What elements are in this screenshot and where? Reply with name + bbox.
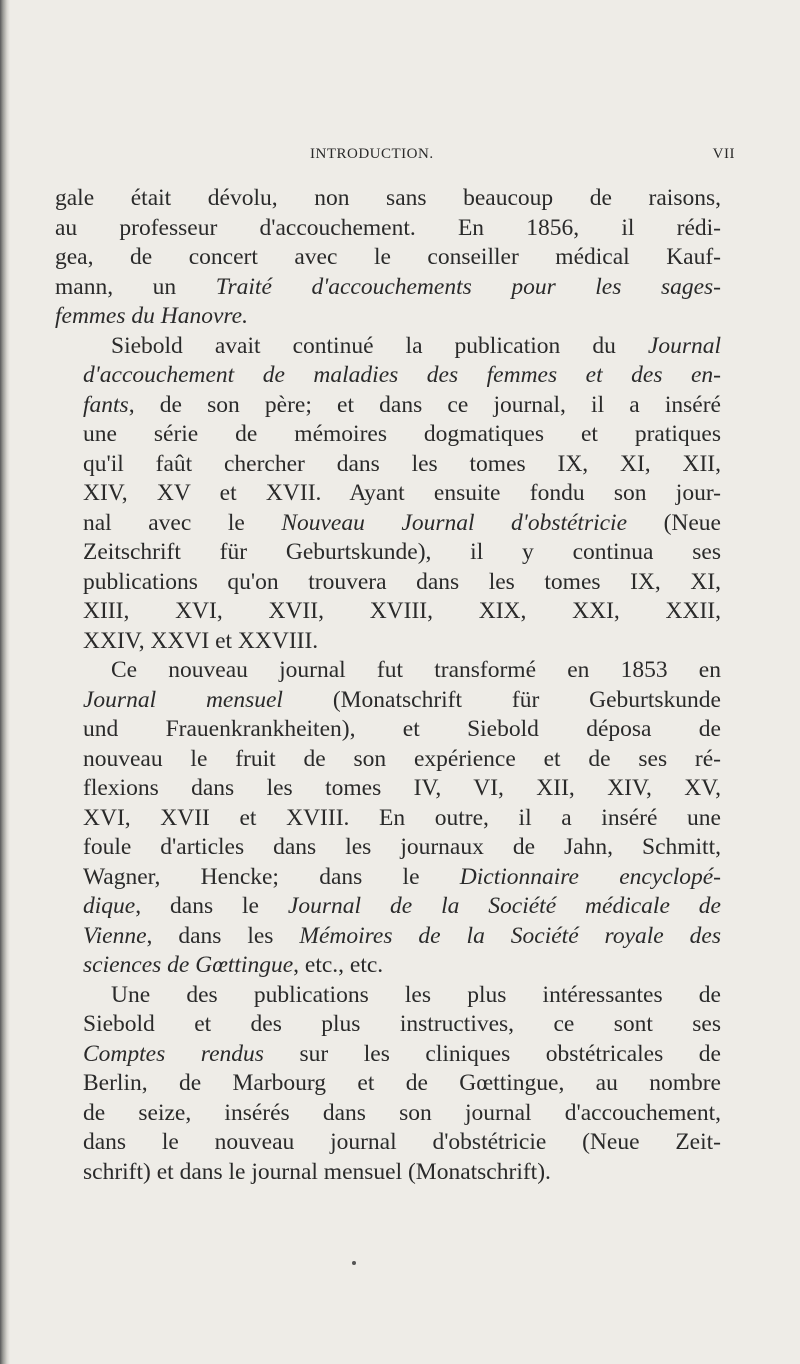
text-line: au professeur d'accouchement. En 1856, il rédi- [55,214,721,241]
page-header [55,146,735,168]
text-line: Berlin, de Marbourg et de Gœttingue, au nombre [83,1070,721,1096]
text-line: publications qu'on trouvera dans les tomes IX, XI, [83,568,721,595]
text-line: qu'il faût chercher dans les tomes IX, XI, XII, [83,450,721,477]
italic-title: Journal de la Société médicale de [287,893,721,919]
italic-title: Comptes rendus [83,1040,264,1067]
text-line: gea, de concert avec le conseiller médical Kauf- [55,244,721,270]
text-line [55,361,721,391]
paper-speck [352,1261,356,1265]
text-line: sciences de Gœttingue, etc., etc. [83,952,384,978]
text-line: flexions dans les tomes IV, VI, XII, XIV, XV, [83,775,721,801]
italic-title: Nouveau Journal d'obstétricie [281,509,628,536]
paragraph [55,332,721,657]
text-line: Ce nouveau journal fut transformé en 1853 en [111,657,721,683]
italic-title: sciences de Gœttingue [83,952,294,978]
italic-title: d'accouchement de maladies des femmes et des en- [83,362,721,388]
italic-title: fants [83,391,129,418]
text-line: XVI, XVII et XVIII. En outre, il a inséré une [83,804,721,831]
text-line: Journal mensuel (Monatschrift für Geburtskunde [83,686,721,713]
italic-title: dique [83,893,136,919]
text-line: XIII, XVI, XVII, XVIII, XIX, XXI, XXII, [83,598,721,624]
text-line: Wagner, Hencke; dans le Dictionnaire encyclopé- [83,863,721,890]
text-line: dans le nouveau journal d'obstétricie (Neue Zeit- [83,1129,721,1155]
italic-title: Journal mensuel [83,686,283,713]
italic-title: femmes du Hanovre. [55,303,248,329]
italic-title: Dictionnaire encyclopé- [459,863,721,890]
paragraph [55,184,721,332]
body-text [55,184,721,1187]
paragraph [55,656,721,981]
text-line: gale était dévolu, non sans beaucoup de raisons, [55,185,721,211]
text-line: Une des publications les plus intéressantes de [111,981,721,1008]
text-line: dique, dans le Journal de la Société médicale de [83,893,721,919]
text-line: schrift) et dans le journal mensuel (Monatschrift). [83,1158,551,1185]
text-line: nal avec le Nouveau Journal d'obstétricie (Neue [83,509,721,536]
text-line: Comptes rendus sur les cliniques obstétricales de [83,1040,721,1067]
text-line: une série de mémoires dogmatiques et pratiques [83,421,721,447]
text-line: Zeitschrift für Geburtskunde), il y continua ses [83,539,721,565]
text-line: fants, de son père; et dans ce journal, il a inséré [83,391,721,418]
italic-title: Traité d'accouchements pour les sages- [215,273,721,300]
page-binding-edge [0,0,10,1364]
page-number: VII [712,146,735,162]
text-line: de seize, insérés dans son journal d'accouchement, [83,1099,721,1126]
text-line: XXIV, XXVI et XXVIII. [83,627,319,654]
running-head: INTRODUCTION. [310,146,434,162]
text-line: Vienne, dans les Mémoires de la Société royale des [83,922,721,949]
text-line: mann, un Traité d'accouchements pour les sages- [55,273,721,300]
italic-title: Mémoires de la Société royale des [299,922,721,949]
text-line: foule d'articles dans les journaux de Jahn, Schmitt, [83,834,721,860]
text-line: XIV, XV et XVII. Ayant ensuite fondu son jour- [83,480,721,506]
italic-title: Journal [647,332,721,359]
text-line: und Frauenkrankheiten), et Siebold déposa de [83,716,721,742]
italic-title: Vienne [83,922,147,949]
text-line: Siebold et des plus instructives, ce sont ses [83,1011,721,1037]
text-line [55,302,721,332]
text-line: nouveau le fruit de son expérience et de ses ré- [83,745,721,772]
paragraph [55,981,721,1188]
text-line: Siebold avait continué la publication du Journal [111,332,721,359]
